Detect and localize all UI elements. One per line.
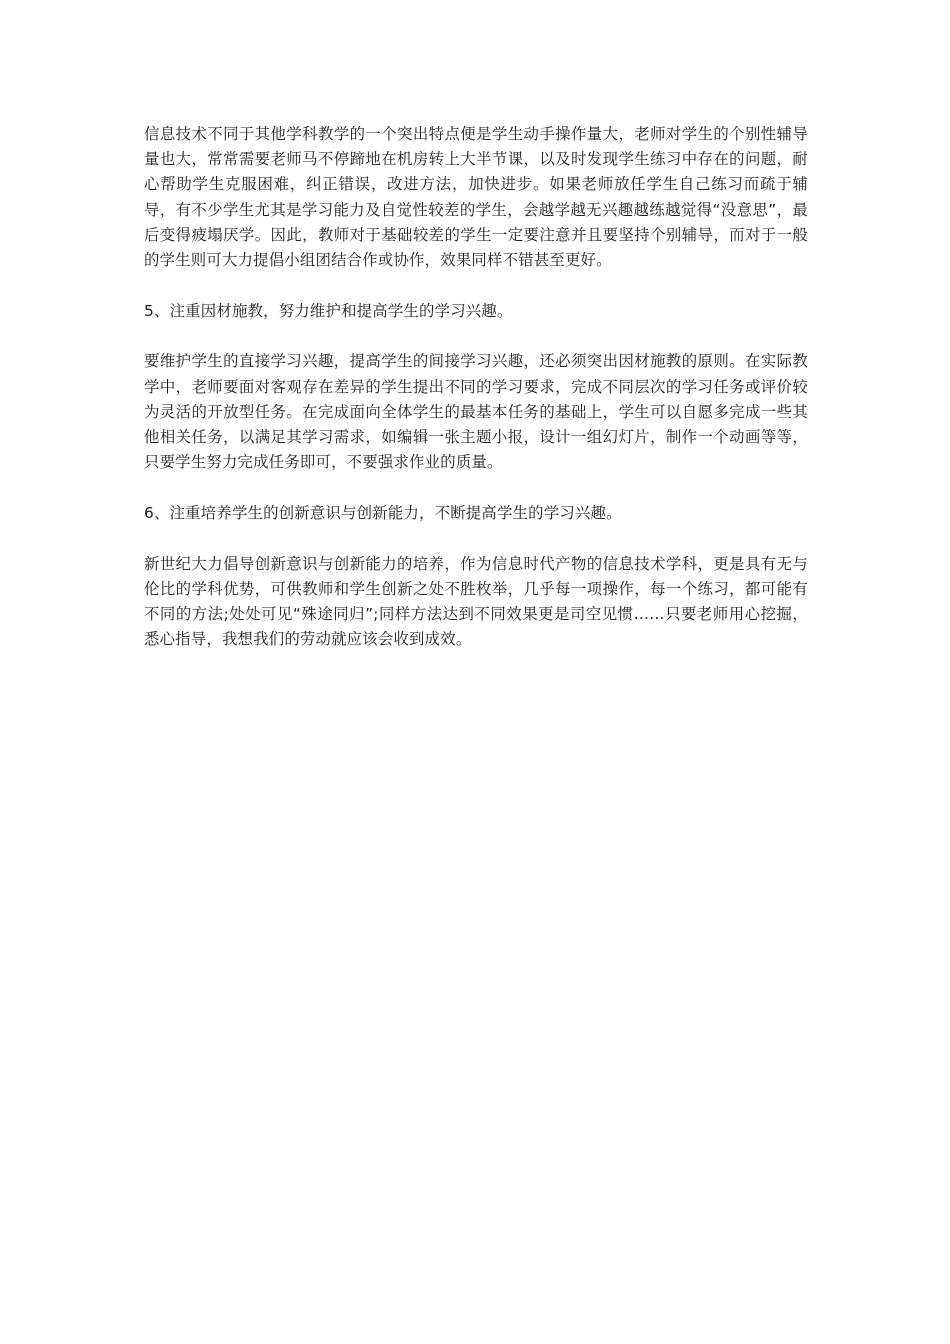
document-body xyxy=(144,122,808,678)
section-heading-6: 6、注重培养学生的创新意识与创新能力，不断提高学生的学习兴趣。 xyxy=(144,504,622,523)
paragraph-individual-guidance: 信息技术不同于其他学科教学的一个突出特点便是学生动手操作量大，老师对学生的个别性辅导量也大，常常需要老师马不停蹄地在机房转上大半节课，以及时发现学生练习中存在的问题，耐心帮助学生克服困难，纠正错误，改进方法，加快进步。如果老师放任学生自己练习而疏于辅导，有不少学生尤其是学习能力及自觉性较差的学生，会越学越无兴趣越练越觉得“没意思”，最后变得疲塌厌学。因此，教师对于基础较差的学生一定要注意并且要坚持个别辅导，而对于一般的学生则可大力提倡小组团结合作或协作，效果同样不错甚至更好。 xyxy=(144,125,808,270)
paragraph-innovation: 新世纪大力倡导创新意识与创新能力的培养，作为信息时代产物的信息技术学科，更是具有无与伦比的学科优势，可供教师和学生创新之处不胜枚举，几乎每一项操作，每一个练习，都可能有不同的方法;处处可见“殊途同归”;同样方法达到不同效果更是司空见惯……只要老师用心挖掘，悉心指导，我想我们的劳动就应该会收到成效。 xyxy=(144,554,808,649)
section-heading-5: 5、注重因材施教，努力维护和提高学生的学习兴趣。 xyxy=(144,302,513,321)
paragraph-differentiated-teaching: 要维护学生的直接学习兴趣，提高学生的间接学习兴趣，还必须突出因材施教的原则。在实际教学中，老师要面对客观存在差异的学生提出不同的学习要求，完成不同层次的学习任务或评价较为灵活的开放型任务。在完成面向全体学生的最基本任务的基础上，学生可以自愿多完成一些其他相关任务，以满足其学习需求，如编辑一张主题小报，设计一组幻灯片，制作一个动画等等，只要学生努力完成任务即可，不要强求作业的质量。 xyxy=(144,352,808,472)
